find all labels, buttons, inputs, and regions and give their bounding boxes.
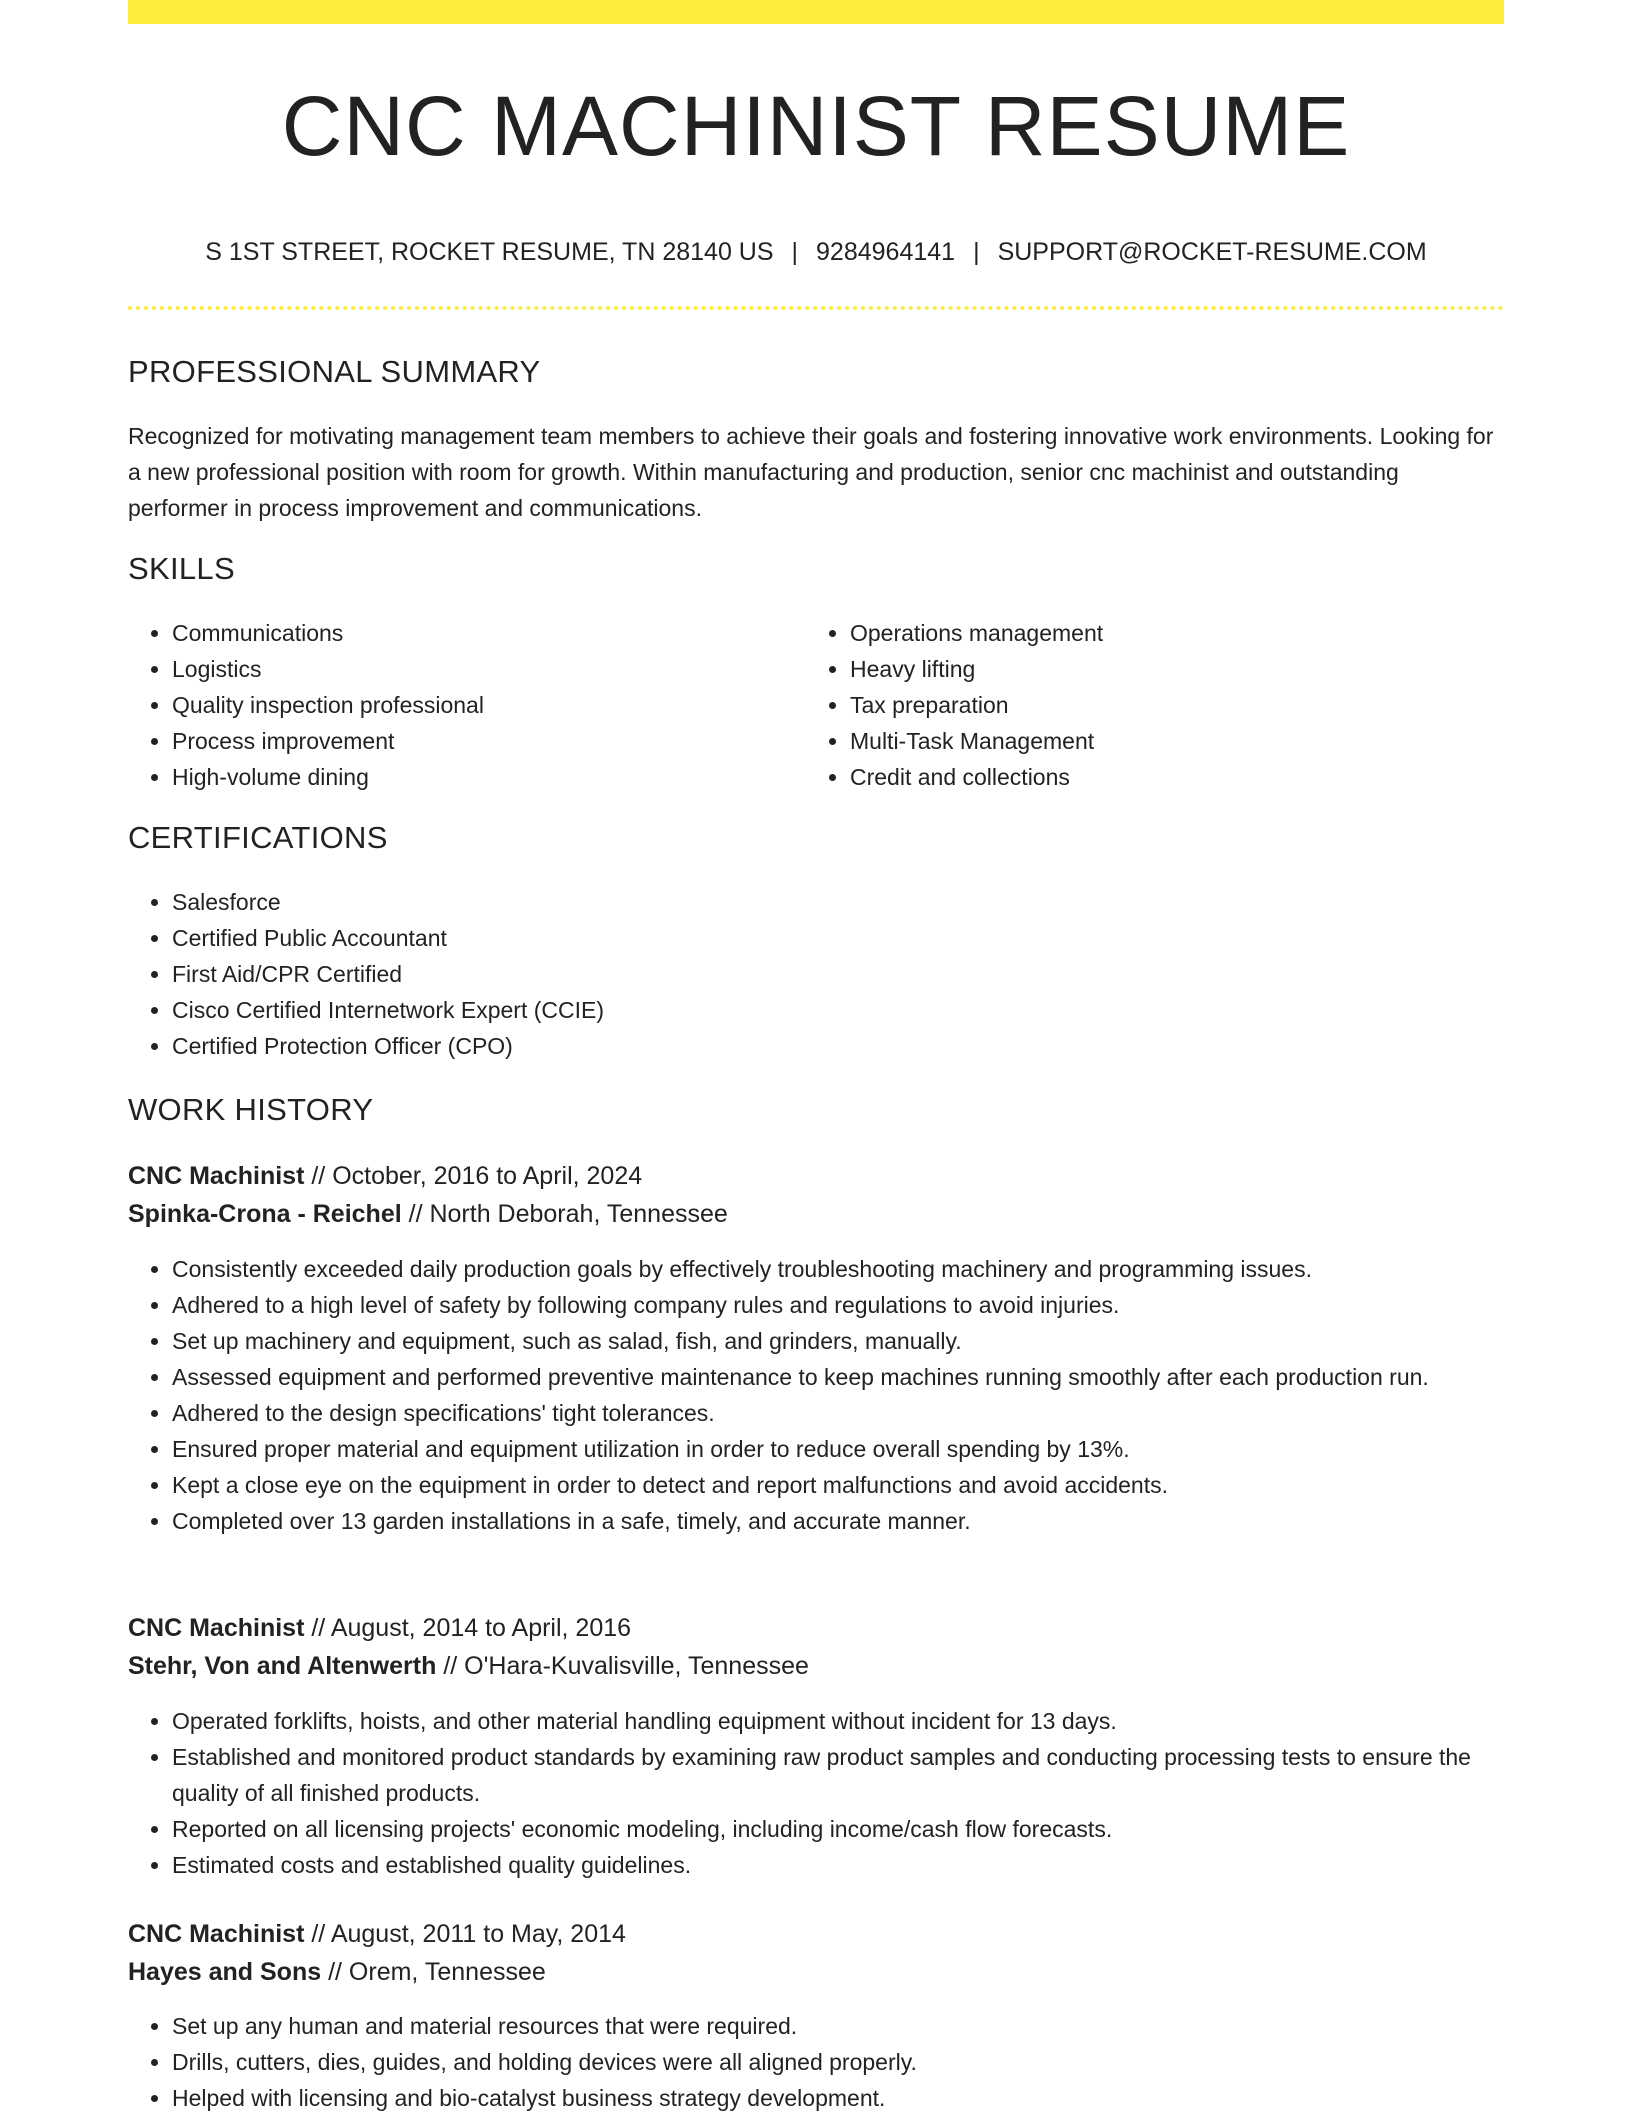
- skills-right-column: [806, 615, 1466, 795]
- job-header: [128, 1609, 1504, 1685]
- job-bullet: • Ensured proper material and equipment utilization in order to reduce overall spending by 13%.: [172, 1431, 1504, 1467]
- job-dates: // August, 2011 to May, 2014: [311, 1920, 626, 1948]
- job-bullet: • Adhered to a high level of safety by following company rules and regulations to avoid injuries.: [172, 1287, 1504, 1323]
- job-bullet: • Adhered to the design specifications' tight tolerances.: [172, 1395, 1504, 1431]
- job-dates: // October, 2016 to April, 2024: [311, 1162, 643, 1190]
- job-bullet: • Consistently exceeded daily production goals by effectively troubleshooting machinery and programming issues.: [172, 1251, 1504, 1287]
- job-title: CNC Machinist: [128, 1162, 305, 1190]
- job-title: CNC Machinist: [128, 1614, 305, 1642]
- skill-item: • Credit and collections: [850, 759, 1466, 795]
- contact-phone: 9284964141: [816, 238, 956, 266]
- certification-item: • Certified Protection Officer (CPO): [172, 1028, 1504, 1064]
- job-location: // O'Hara-Kuvalisville, Tennessee: [443, 1652, 809, 1680]
- skill-item: • Multi-Task Management: [850, 723, 1466, 759]
- skill-item: • Quality inspection professional: [172, 687, 788, 723]
- job-company: Stehr, Von and Altenwerth: [128, 1652, 437, 1680]
- job-dates: // August, 2014 to April, 2016: [311, 1614, 632, 1642]
- skill-item: • Operations management: [850, 615, 1466, 651]
- job-company: Spinka-Crona - Reichel: [128, 1200, 402, 1228]
- job-company-line: [128, 1953, 1504, 1991]
- job-bullet: • Set up any human and material resources that were required.: [172, 2008, 1504, 2044]
- job-bullet-list: [128, 2008, 1504, 2116]
- certification-item: • First Aid/CPR Certified: [172, 956, 1504, 992]
- job-bullet: • Reported on all licensing projects' economic modeling, including income/cash flow forecasts.: [172, 1811, 1504, 1847]
- accent-top-bar: [128, 0, 1504, 24]
- job-title: CNC Machinist: [128, 1920, 305, 1948]
- certification-item: • Cisco Certified Internetwork Expert (CCIE): [172, 992, 1504, 1028]
- contact-separator: |: [791, 238, 799, 266]
- job-bullet: • Kept a close eye on the equipment in order to detect and report malfunctions and avoid accidents.: [172, 1467, 1504, 1503]
- job-bullet: • Drills, cutters, dies, guides, and holding devices were all aligned properly.: [172, 2044, 1504, 2080]
- job-bullet: • Established and monitored product standards by examining raw product samples and conducting processing tests to ensure the quality of all finished products.: [172, 1739, 1504, 1811]
- summary-text: Recognized for motivating management team members to achieve their goals and fostering innovative work environments. Looking for a new professional position with room for growth. Within manufacturing and production, senior cnc machinist and outstanding performer in process improvement and communications.: [128, 423, 1494, 521]
- job-title-line: [128, 1915, 1504, 1953]
- job-bullet: • Helped with licensing and bio-catalyst business strategy development.: [172, 2080, 1504, 2116]
- skills-heading: SKILLS: [128, 551, 235, 586]
- job-bullet: • Estimated costs and established quality guidelines.: [172, 1847, 1504, 1883]
- certification-item: • Certified Public Accountant: [172, 920, 1504, 956]
- contact-line: [128, 238, 1504, 267]
- certifications-heading: CERTIFICATIONS: [128, 820, 388, 855]
- job-header: [128, 1157, 1504, 1233]
- skill-item: • Heavy lifting: [850, 651, 1466, 687]
- job-bullet: • Set up machinery and equipment, such as salad, fish, and grinders, manually.: [172, 1323, 1504, 1359]
- job-title-line: [128, 1609, 1504, 1647]
- job-header: [128, 1915, 1504, 1991]
- resume-title: CNC MACHINIST RESUME: [281, 79, 1351, 173]
- certification-item: • Salesforce: [172, 884, 1504, 920]
- job-bullet: • Operated forklifts, hoists, and other material handling equipment without incident for 13 days.: [172, 1703, 1504, 1739]
- contact-email: SUPPORT@ROCKET-RESUME.COM: [997, 238, 1427, 266]
- skills-left-column: [128, 615, 788, 795]
- skill-item: • Tax preparation: [850, 687, 1466, 723]
- job-bullet: • Completed over 13 garden installations in a safe, timely, and accurate manner.: [172, 1503, 1504, 1539]
- skill-item: • Process improvement: [172, 723, 788, 759]
- contact-separator: |: [973, 238, 980, 266]
- skill-item: • Logistics: [172, 651, 788, 687]
- job-bullet-list: [128, 1251, 1504, 1539]
- job-title-line: [128, 1157, 1504, 1195]
- job-bullet-list: [128, 1703, 1504, 1883]
- work-history-heading: WORK HISTORY: [128, 1092, 374, 1127]
- summary-heading: PROFESSIONAL SUMMARY: [128, 354, 541, 389]
- job-location: // Orem, Tennessee: [328, 1958, 546, 1986]
- job-company-line: [128, 1647, 1504, 1685]
- job-company: Hayes and Sons: [128, 1958, 322, 1986]
- job-company-line: [128, 1195, 1504, 1233]
- job-bullet: • Assessed equipment and performed preventive maintenance to keep machines running smoothly after each production run.: [172, 1359, 1504, 1395]
- job-location: // North Deborah, Tennessee: [408, 1200, 728, 1228]
- skill-item: • Communications: [172, 615, 788, 651]
- dotted-divider: [128, 306, 1504, 310]
- skill-item: • High-volume dining: [172, 759, 788, 795]
- contact-address: S 1ST STREET, ROCKET RESUME, TN 28140 US: [205, 238, 774, 266]
- certifications-list: [128, 884, 1504, 1064]
